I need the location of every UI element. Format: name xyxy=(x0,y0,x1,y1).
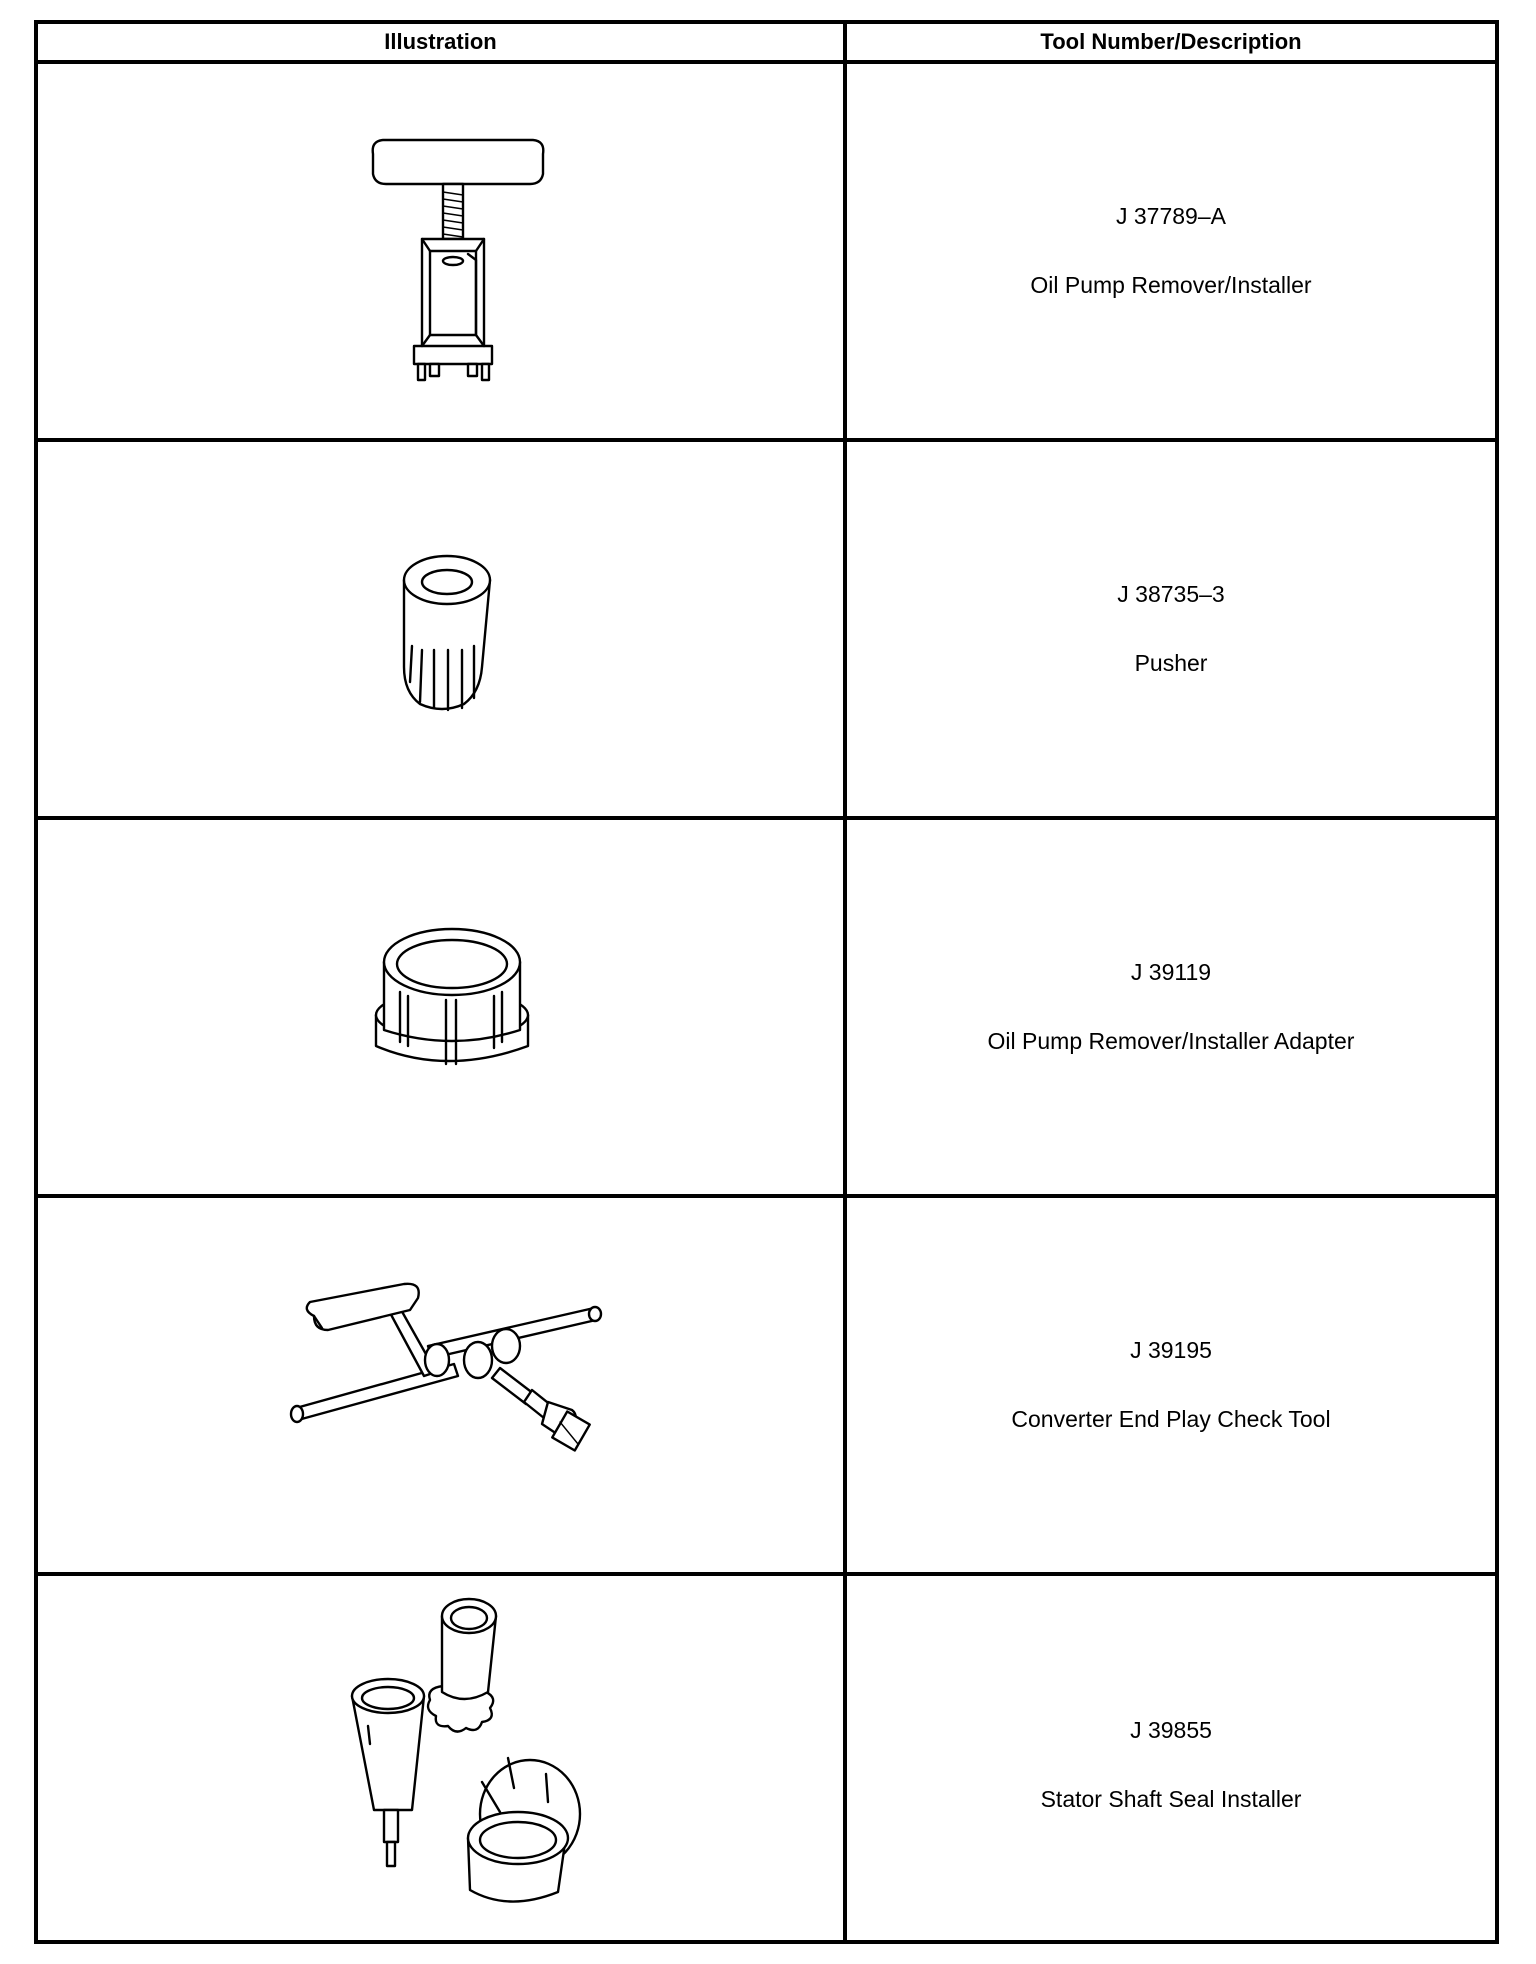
tool-description: Oil Pump Remover/Installer xyxy=(1030,272,1312,298)
illustration-cell xyxy=(38,1198,843,1572)
tool-description-cell xyxy=(847,1576,1495,1954)
tool-description-cell xyxy=(847,64,1495,438)
end-play-check-tool-icon xyxy=(38,1198,843,1572)
adapter-cup-icon xyxy=(38,820,843,1194)
tool-description: Oil Pump Remover/Installer Adapter xyxy=(987,1028,1355,1054)
tool-description-cell xyxy=(847,1198,1495,1572)
tool-number: J 38735–3 xyxy=(1117,581,1225,607)
table-row xyxy=(38,442,1495,820)
header-tool-number-description: Tool Number/Description xyxy=(1040,29,1302,54)
tool-table xyxy=(34,20,1499,1944)
illustration-cell xyxy=(38,1576,843,1954)
table-row xyxy=(38,820,1495,1198)
table-row xyxy=(38,1576,1495,1954)
tool-description-cell xyxy=(847,442,1495,816)
illustration-cell xyxy=(38,442,843,816)
header-illustration: Illustration xyxy=(384,29,497,54)
seal-installer-set-icon xyxy=(38,1576,843,1950)
tool-description: Pusher xyxy=(1134,650,1208,676)
tool-description: Stator Shaft Seal Installer xyxy=(1040,1786,1302,1812)
tool-number: J 39195 xyxy=(1130,1337,1212,1363)
illustration-cell xyxy=(38,820,843,1194)
table-row xyxy=(38,64,1495,442)
t-handle-puller-icon xyxy=(38,64,843,438)
pusher-icon xyxy=(38,442,843,816)
tool-number: J 39119 xyxy=(1130,959,1212,985)
tool-number: J 39855 xyxy=(1130,1717,1212,1743)
table-row xyxy=(38,1198,1495,1576)
tool-number: J 37789–A xyxy=(1116,203,1226,229)
tool-description-cell xyxy=(847,820,1495,1194)
tool-description: Converter End Play Check Tool xyxy=(1011,1406,1331,1432)
table-header-row xyxy=(38,24,1495,64)
illustration-cell xyxy=(38,64,843,438)
